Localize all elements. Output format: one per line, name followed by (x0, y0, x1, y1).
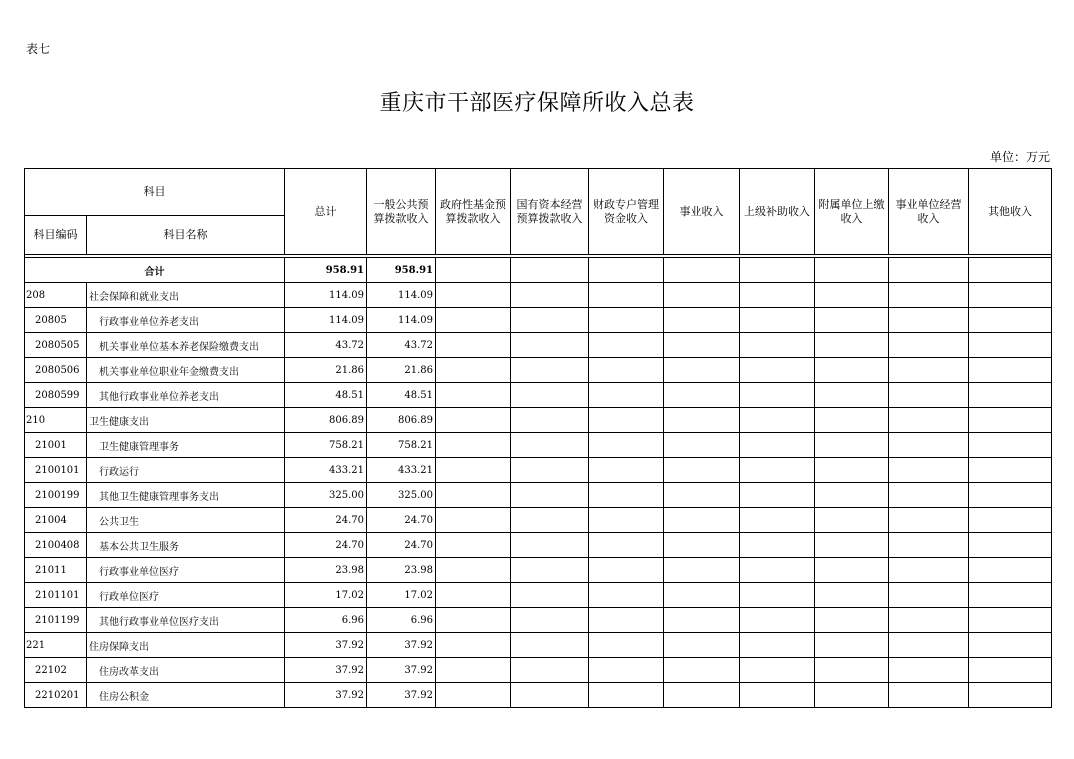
subject-name: 住房改革支出 (87, 658, 285, 683)
amount-cell: 37.92 (367, 633, 436, 658)
subject-name: 行政事业单位养老支出 (87, 308, 285, 333)
amount-cell: 325.00 (367, 483, 436, 508)
amount-cell (889, 358, 969, 383)
amount-cell (436, 333, 511, 358)
amount-cell (664, 483, 740, 508)
total-value (664, 258, 740, 283)
amount-cell (511, 583, 589, 608)
amount-cell (889, 608, 969, 633)
amount-cell (589, 533, 664, 558)
subject-code: 2100408 (25, 533, 87, 558)
amount-cell (511, 433, 589, 458)
table-row (25, 508, 1052, 533)
amount-cell: 433.21 (285, 458, 367, 483)
amount-cell (889, 333, 969, 358)
header-col-0: 总计 (285, 169, 367, 255)
amount-cell (740, 408, 815, 433)
amount-cell (511, 283, 589, 308)
header-subject-code: 科目编码 (25, 216, 87, 255)
amount-cell (740, 333, 815, 358)
amount-cell (740, 358, 815, 383)
amount-cell (969, 408, 1052, 433)
amount-cell (436, 383, 511, 408)
table-row (25, 433, 1052, 458)
amount-cell (511, 683, 589, 708)
table-row (25, 383, 1052, 408)
table-row (25, 283, 1052, 308)
header-subject-name: 科目名称 (87, 216, 285, 255)
amount-cell (436, 308, 511, 333)
amount-cell (589, 508, 664, 533)
amount-cell (436, 433, 511, 458)
subject-name: 其他行政事业单位养老支出 (87, 383, 285, 408)
amount-cell (589, 558, 664, 583)
table-row (25, 483, 1052, 508)
total-row (25, 258, 1052, 283)
subject-name: 公共卫生 (87, 508, 285, 533)
subject-name: 行政单位医疗 (87, 583, 285, 608)
subject-code: 2101101 (25, 583, 87, 608)
amount-cell (436, 633, 511, 658)
amount-cell: 114.09 (285, 308, 367, 333)
amount-cell: 21.86 (285, 358, 367, 383)
table-row (25, 533, 1052, 558)
table-row (25, 583, 1052, 608)
amount-cell: 48.51 (367, 383, 436, 408)
amount-cell: 24.70 (367, 533, 436, 558)
subject-name: 住房保障支出 (87, 633, 285, 658)
amount-cell (969, 383, 1052, 408)
subject-code: 2210201 (25, 683, 87, 708)
subject-code: 208 (25, 283, 87, 308)
amount-cell (889, 483, 969, 508)
amount-cell: 6.96 (285, 608, 367, 633)
total-value: 958.91 (285, 258, 367, 283)
amount-cell (815, 483, 889, 508)
amount-cell (511, 608, 589, 633)
total-value: 958.91 (367, 258, 436, 283)
table-row (25, 558, 1052, 583)
header-col-4: 财政专户管理资金收入 (589, 169, 664, 255)
total-value (740, 258, 815, 283)
table-row (25, 633, 1052, 658)
amount-cell (969, 658, 1052, 683)
amount-cell (589, 458, 664, 483)
amount-cell (969, 558, 1052, 583)
amount-cell (511, 558, 589, 583)
amount-cell (889, 508, 969, 533)
amount-cell (889, 383, 969, 408)
amount-cell (436, 683, 511, 708)
amount-cell (740, 583, 815, 608)
amount-cell (889, 658, 969, 683)
subject-code: 221 (25, 633, 87, 658)
amount-cell (664, 308, 740, 333)
amount-cell (889, 533, 969, 558)
amount-cell (436, 658, 511, 683)
subject-name: 社会保障和就业支出 (87, 283, 285, 308)
amount-cell: 24.70 (367, 508, 436, 533)
amount-cell (815, 633, 889, 658)
amount-cell (664, 658, 740, 683)
amount-cell (589, 358, 664, 383)
amount-cell (740, 483, 815, 508)
amount-cell (969, 308, 1052, 333)
amount-cell: 23.98 (367, 558, 436, 583)
amount-cell: 37.92 (285, 633, 367, 658)
amount-cell: 758.21 (285, 433, 367, 458)
amount-cell (436, 458, 511, 483)
amount-cell (889, 583, 969, 608)
amount-cell (664, 283, 740, 308)
amount-cell (740, 308, 815, 333)
table-row (25, 658, 1052, 683)
amount-cell (589, 608, 664, 633)
table-row (25, 408, 1052, 433)
amount-cell (740, 383, 815, 408)
amount-cell: 43.72 (367, 333, 436, 358)
header-col-8: 事业单位经营收入 (889, 169, 969, 255)
amount-cell (815, 608, 889, 633)
amount-cell (815, 308, 889, 333)
header-col-3: 国有资本经营预算拨款收入 (511, 169, 589, 255)
amount-cell (589, 408, 664, 433)
amount-cell: 23.98 (285, 558, 367, 583)
amount-cell (589, 308, 664, 333)
header-col-6: 上级补助收入 (740, 169, 815, 255)
amount-cell: 806.89 (367, 408, 436, 433)
amount-cell (589, 433, 664, 458)
table-row (25, 608, 1052, 633)
amount-cell (664, 583, 740, 608)
amount-cell (511, 358, 589, 383)
amount-cell (889, 283, 969, 308)
amount-cell (740, 558, 815, 583)
amount-cell: 6.96 (367, 608, 436, 633)
amount-cell (815, 408, 889, 433)
header-col-1: 一般公共预算拨款收入 (367, 169, 436, 255)
table-number: 表七 (26, 42, 51, 56)
amount-cell (436, 533, 511, 558)
amount-cell (511, 633, 589, 658)
total-value (589, 258, 664, 283)
amount-cell: 433.21 (367, 458, 436, 483)
amount-cell (589, 633, 664, 658)
amount-cell (969, 333, 1052, 358)
subject-code: 2080505 (25, 333, 87, 358)
amount-cell (511, 508, 589, 533)
amount-cell: 325.00 (285, 483, 367, 508)
amount-cell (740, 658, 815, 683)
amount-cell (511, 458, 589, 483)
amount-cell (664, 333, 740, 358)
unit-label: 单位：万元 (989, 150, 1050, 164)
amount-cell (436, 508, 511, 533)
amount-cell: 806.89 (285, 408, 367, 433)
amount-cell (969, 583, 1052, 608)
table-row (25, 683, 1052, 708)
amount-cell (969, 433, 1052, 458)
amount-cell (740, 633, 815, 658)
subject-name: 机关事业单位基本养老保险缴费支出 (87, 333, 285, 358)
amount-cell (889, 458, 969, 483)
amount-cell (815, 333, 889, 358)
amount-cell (815, 558, 889, 583)
amount-cell (815, 658, 889, 683)
amount-cell: 24.70 (285, 533, 367, 558)
amount-cell (815, 683, 889, 708)
amount-cell (889, 433, 969, 458)
amount-cell (511, 333, 589, 358)
amount-cell (664, 458, 740, 483)
table-row (25, 358, 1052, 383)
subject-code: 2080599 (25, 383, 87, 408)
amount-cell (589, 583, 664, 608)
subject-name: 行政运行 (87, 458, 285, 483)
header-col-9: 其他收入 (969, 169, 1052, 255)
amount-cell: 17.02 (367, 583, 436, 608)
total-value (815, 258, 889, 283)
subject-code: 210 (25, 408, 87, 433)
subject-code: 2100199 (25, 483, 87, 508)
subject-code: 2100101 (25, 458, 87, 483)
amount-cell (740, 683, 815, 708)
amount-cell (664, 408, 740, 433)
amount-cell (664, 533, 740, 558)
amount-cell (815, 358, 889, 383)
amount-cell (740, 508, 815, 533)
amount-cell (969, 283, 1052, 308)
amount-cell (589, 483, 664, 508)
subject-code: 21011 (25, 558, 87, 583)
table-row (25, 308, 1052, 333)
amount-cell: 37.92 (367, 658, 436, 683)
amount-cell (511, 533, 589, 558)
amount-cell (889, 408, 969, 433)
table-row (25, 458, 1052, 483)
header-subject-group: 科目 (25, 169, 285, 216)
amount-cell (436, 583, 511, 608)
amount-cell (664, 633, 740, 658)
amount-cell (589, 658, 664, 683)
total-value (436, 258, 511, 283)
amount-cell (889, 633, 969, 658)
amount-cell (969, 533, 1052, 558)
amount-cell (740, 608, 815, 633)
amount-cell (589, 383, 664, 408)
amount-cell (889, 683, 969, 708)
amount-cell (664, 433, 740, 458)
subject-name: 卫生健康管理事务 (87, 433, 285, 458)
amount-cell (664, 558, 740, 583)
amount-cell (589, 683, 664, 708)
amount-cell (740, 458, 815, 483)
amount-cell (511, 383, 589, 408)
amount-cell (664, 683, 740, 708)
total-value (969, 258, 1052, 283)
amount-cell (436, 483, 511, 508)
amount-cell (969, 683, 1052, 708)
amount-cell (740, 283, 815, 308)
subject-name: 其他行政事业单位医疗支出 (87, 608, 285, 633)
income-table (24, 168, 1052, 708)
amount-cell (436, 558, 511, 583)
amount-cell (815, 508, 889, 533)
subject-code: 21004 (25, 508, 87, 533)
amount-cell (664, 358, 740, 383)
table-row (25, 333, 1052, 358)
header-col-5: 事业收入 (664, 169, 740, 255)
amount-cell: 758.21 (367, 433, 436, 458)
amount-cell (436, 283, 511, 308)
amount-cell (589, 283, 664, 308)
amount-cell (436, 358, 511, 383)
amount-cell (664, 508, 740, 533)
amount-cell: 37.92 (285, 658, 367, 683)
amount-cell (815, 458, 889, 483)
amount-cell (969, 608, 1052, 633)
amount-cell (664, 383, 740, 408)
header-col-2: 政府性基金预算拨款收入 (436, 169, 511, 255)
amount-cell (889, 558, 969, 583)
amount-cell: 37.92 (367, 683, 436, 708)
subject-code: 2080506 (25, 358, 87, 383)
subject-code: 2101199 (25, 608, 87, 633)
header-col-7: 附属单位上缴收入 (815, 169, 889, 255)
subject-name: 其他卫生健康管理事务支出 (87, 483, 285, 508)
amount-cell (969, 358, 1052, 383)
subject-code: 21001 (25, 433, 87, 458)
amount-cell (664, 608, 740, 633)
amount-cell (436, 408, 511, 433)
amount-cell (969, 508, 1052, 533)
subject-code: 20805 (25, 308, 87, 333)
amount-cell: 43.72 (285, 333, 367, 358)
amount-cell: 24.70 (285, 508, 367, 533)
subject-name: 卫生健康支出 (87, 408, 285, 433)
subject-code: 22102 (25, 658, 87, 683)
subject-name: 基本公共卫生服务 (87, 533, 285, 558)
amount-cell (815, 583, 889, 608)
amount-cell: 21.86 (367, 358, 436, 383)
amount-cell: 37.92 (285, 683, 367, 708)
amount-cell: 114.09 (367, 308, 436, 333)
amount-cell (815, 533, 889, 558)
amount-cell (969, 458, 1052, 483)
amount-cell (740, 533, 815, 558)
amount-cell (969, 633, 1052, 658)
page-title: 重庆市干部医疗保障所收入总表 (379, 91, 695, 116)
subject-name: 机关事业单位职业年金缴费支出 (87, 358, 285, 383)
amount-cell (889, 308, 969, 333)
amount-cell (969, 483, 1052, 508)
amount-cell (511, 408, 589, 433)
amount-cell (815, 283, 889, 308)
amount-cell: 17.02 (285, 583, 367, 608)
total-label: 合计 (25, 258, 285, 283)
subject-name: 行政事业单位医疗 (87, 558, 285, 583)
amount-cell (815, 433, 889, 458)
total-value (511, 258, 589, 283)
amount-cell: 48.51 (285, 383, 367, 408)
amount-cell (589, 333, 664, 358)
amount-cell (511, 483, 589, 508)
amount-cell (815, 383, 889, 408)
amount-cell (511, 308, 589, 333)
amount-cell (740, 433, 815, 458)
amount-cell: 114.09 (367, 283, 436, 308)
amount-cell (511, 658, 589, 683)
amount-cell (436, 608, 511, 633)
amount-cell: 114.09 (285, 283, 367, 308)
subject-name: 住房公积金 (87, 683, 285, 708)
total-value (889, 258, 969, 283)
